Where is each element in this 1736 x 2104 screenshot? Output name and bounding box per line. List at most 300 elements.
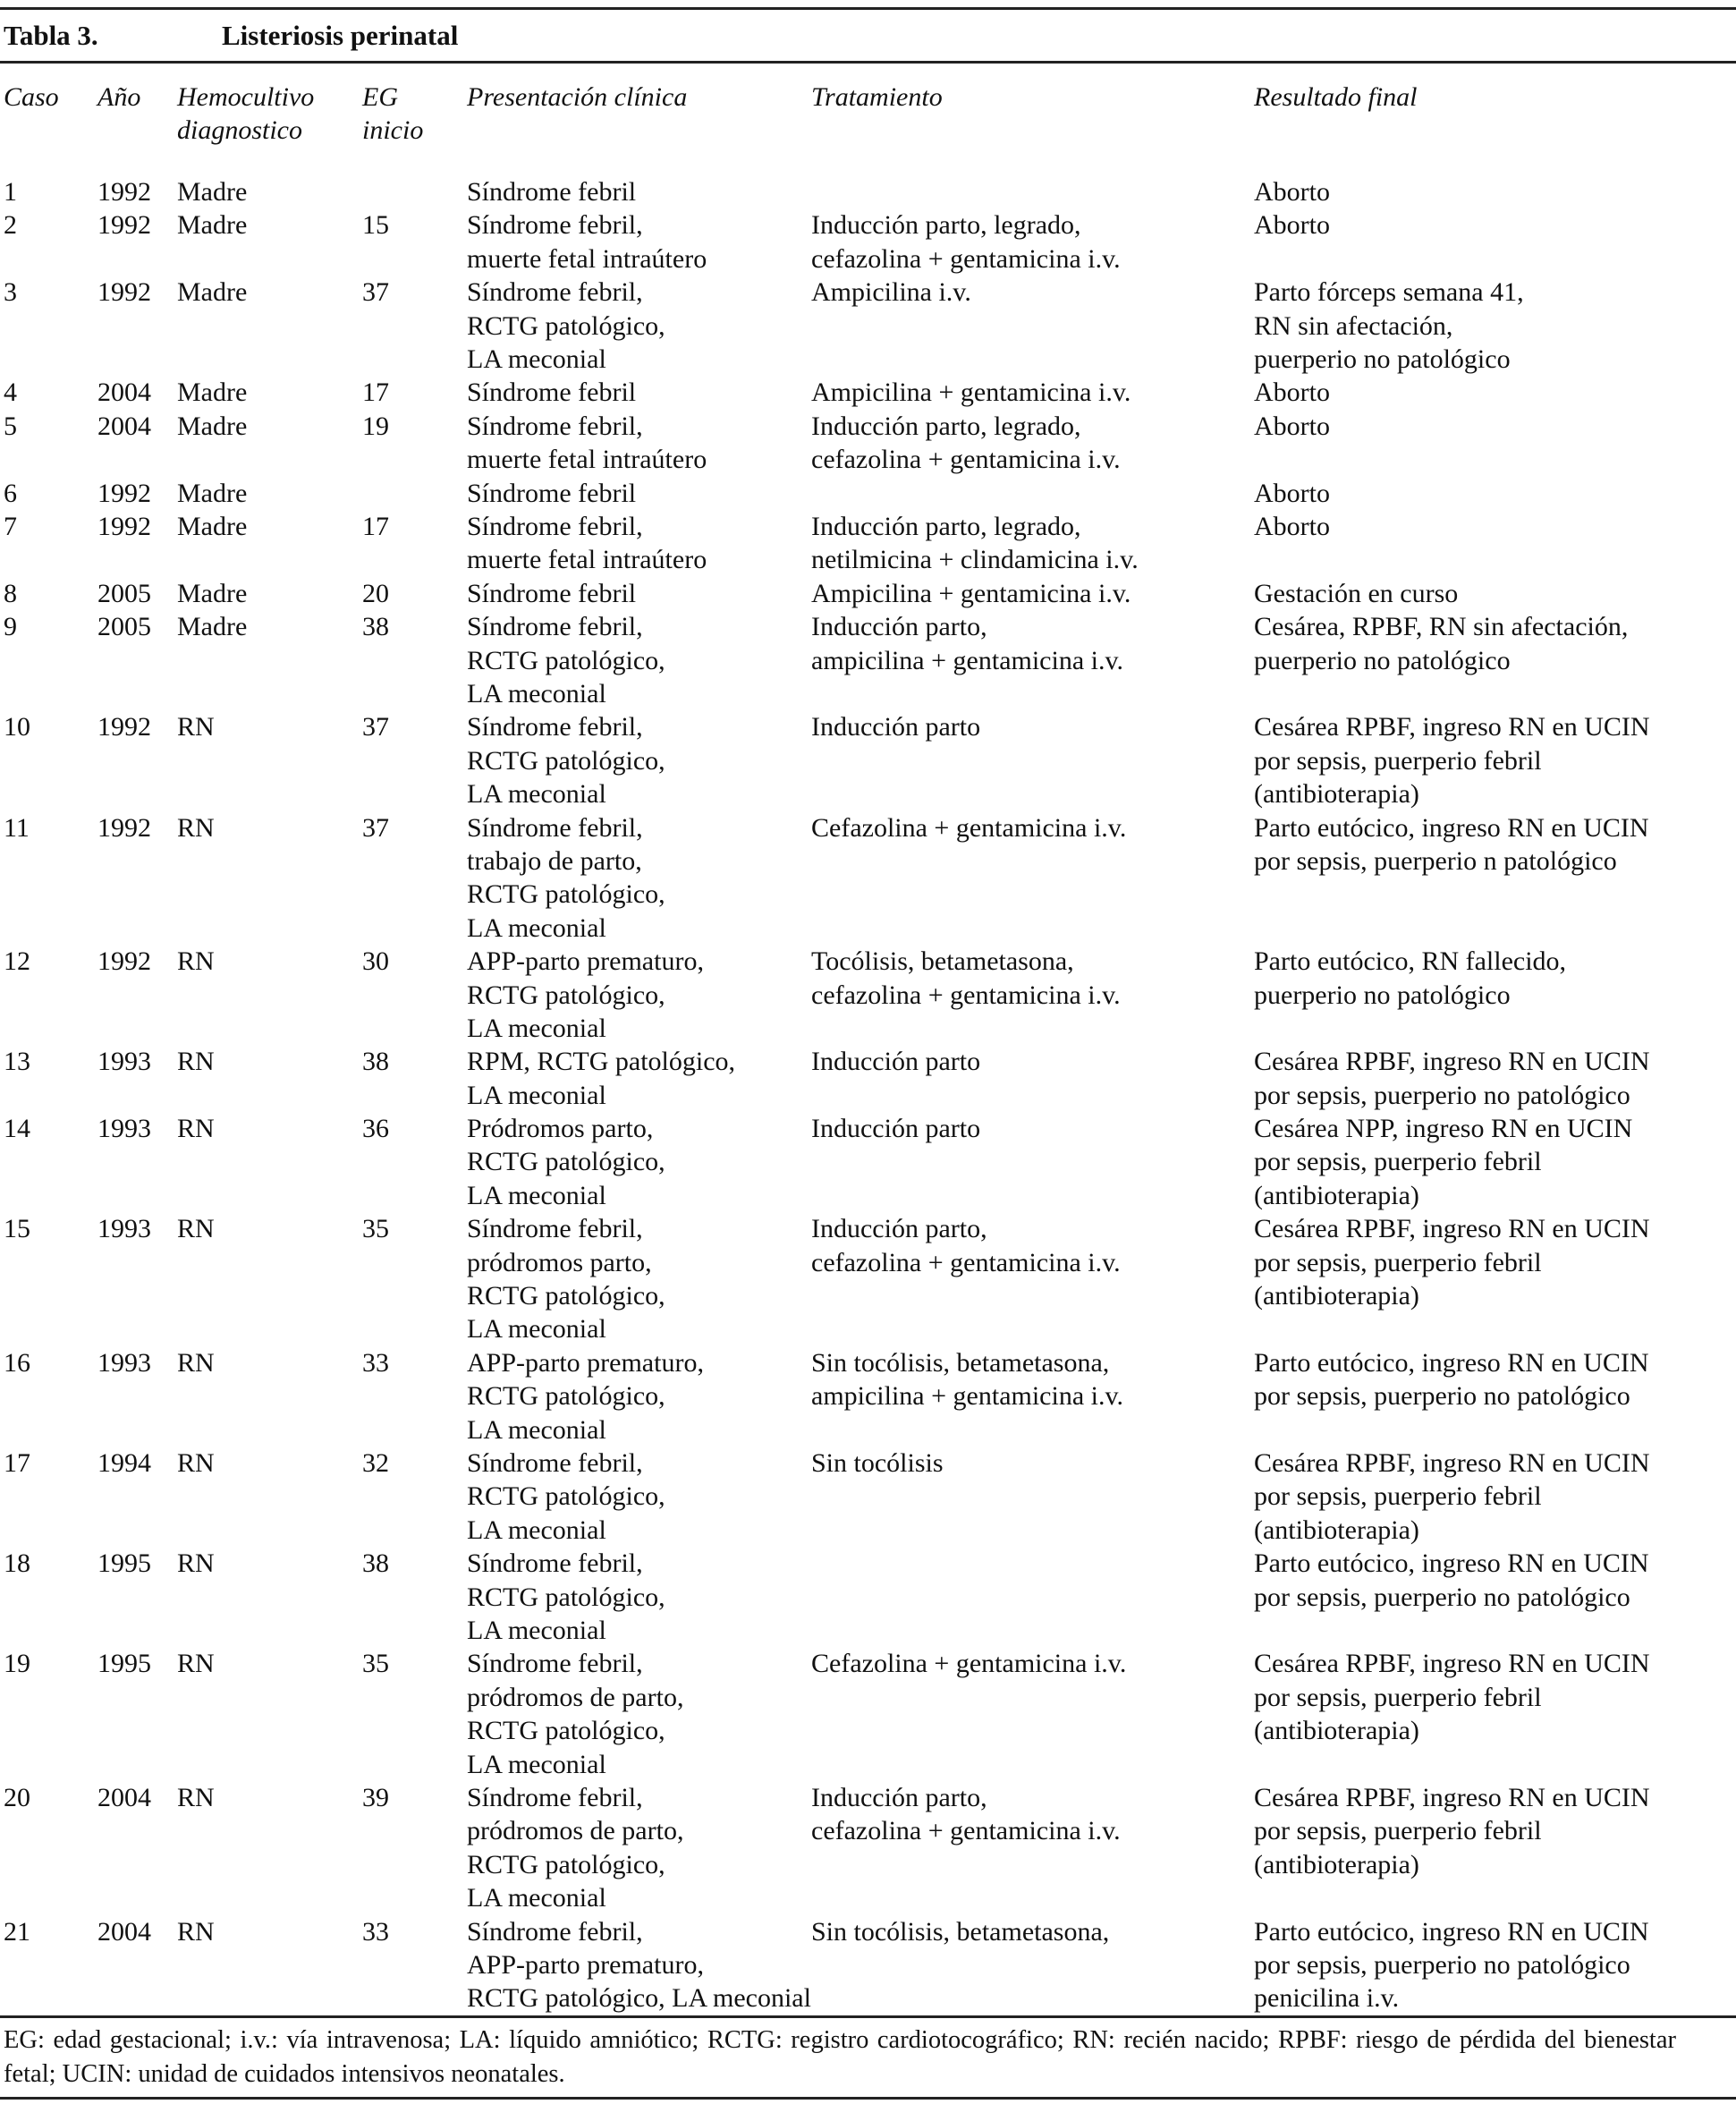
cell-resultado-line: penicilina i.v. [1254, 1983, 1400, 2014]
cell-anio: 2005 [97, 612, 151, 642]
cell-hemocultivo: RN [177, 1214, 215, 1244]
cell-resultado-line: por sepsis, puerperio no patológico [1254, 1381, 1630, 1412]
cell-resultado [1254, 610, 1628, 677]
table-top-rule [0, 7, 1736, 10]
cell-presentacion-line: RCTG patológico, LA meconial [467, 1983, 811, 2014]
cell-resultado-line: puerperio no patológico [1254, 980, 1511, 1010]
cell-tratamiento-line: Tocólisis, betametasona, [811, 946, 1074, 977]
cell-eg: 38 [362, 612, 389, 642]
cell-tratamiento [811, 410, 1121, 477]
cell-caso: 6 [4, 478, 17, 508]
cell-presentacion [467, 208, 707, 276]
cell-resultado-line: por sepsis, puerperio febril [1254, 1481, 1542, 1512]
cell-caso: 11 [4, 812, 30, 843]
cell-resultado [1254, 175, 1330, 208]
cell-hemocultivo: RN [177, 1448, 215, 1479]
cell-hemocultivo: RN [177, 1649, 215, 1679]
cell-eg: 39 [362, 1783, 389, 1813]
table-footnote: EG: edad gestacional; i.v.: vía intravenosa; LA: líquido amniótico; RCTG: registro cardiotocográfico; RN: recién nacido; RPBF: riesgo de pérdida del bienestar fetal; UCIN: unidad de cuidados intensivos neonatales. [4, 2026, 1676, 2088]
cell-resultado-line: Aborto [1254, 411, 1330, 441]
cell-presentacion-line: trabajo de parto, [467, 845, 642, 876]
cell-anio: 1993 [97, 1114, 151, 1144]
table-row [0, 175, 1736, 208]
table-row [0, 1346, 1736, 1446]
header-anio: Año [97, 82, 141, 112]
cell-resultado-line: por sepsis, puerperio no patológico [1254, 1950, 1630, 1981]
cell-resultado-line: por sepsis, puerperio febril [1254, 1147, 1542, 1177]
cell-tratamiento-line: Sin tocólisis [811, 1448, 944, 1479]
cell-presentacion-line: Síndrome febril, [467, 1649, 643, 1679]
cell-caso: 7 [4, 511, 17, 541]
cell-presentacion-line: RCTG patológico, [467, 879, 665, 910]
cell-hemocultivo: Madre [177, 511, 248, 541]
cell-anio: 2004 [97, 1783, 151, 1813]
cell-resultado-line: por sepsis, puerperio febril [1254, 1816, 1542, 1846]
cell-presentacion-line: pródromos parto, [467, 1247, 652, 1277]
cell-presentacion [467, 577, 636, 610]
cell-anio: 1992 [97, 277, 151, 308]
cell-tratamiento-line: Inducción parto, legrado, [811, 511, 1081, 541]
cell-presentacion [467, 811, 665, 946]
cell-presentacion-line: RCTG patológico, [467, 1716, 665, 1746]
table-footnote-rule [0, 2015, 1736, 2018]
cell-anio: 2005 [97, 578, 151, 608]
cell-resultado-line: por sepsis, puerperio n patológico [1254, 845, 1617, 876]
cell-tratamiento [811, 1112, 980, 1145]
cell-anio: 1993 [97, 1047, 151, 1077]
cell-presentacion [467, 376, 636, 409]
table-row [0, 276, 1736, 376]
cell-hemocultivo: RN [177, 1916, 215, 1947]
cell-presentacion-line: RCTG patológico, [467, 1281, 665, 1311]
cell-tratamiento-line: cefazolina + gentamicina i.v. [811, 445, 1121, 475]
cell-tratamiento [811, 376, 1131, 409]
cell-caso: 9 [4, 612, 17, 642]
cell-tratamiento-line: Inducción parto, legrado, [811, 210, 1081, 241]
cell-resultado [1254, 510, 1330, 543]
cell-caso: 18 [4, 1548, 30, 1579]
table-row [0, 1045, 1736, 1112]
cell-resultado-line: Aborto [1254, 511, 1330, 541]
table-row [0, 376, 1736, 409]
cell-presentacion-line: Síndrome febril [467, 578, 637, 608]
table-row [0, 811, 1736, 946]
cell-resultado [1254, 1112, 1632, 1212]
cell-tratamiento-line: Inducción parto, [811, 612, 987, 642]
cell-hemocultivo: Madre [177, 411, 248, 441]
cell-presentacion-line: LA meconial [467, 1414, 606, 1445]
cell-anio: 1992 [97, 177, 151, 207]
cell-tratamiento-line: Inducción parto [811, 712, 981, 742]
table-bottom-rule [0, 2097, 1736, 2100]
cell-tratamiento [811, 577, 1131, 610]
table-row [0, 710, 1736, 810]
cell-eg: 30 [362, 946, 389, 977]
cell-resultado [1254, 1547, 1649, 1614]
cell-caso: 10 [4, 712, 30, 742]
cell-presentacion-line: RCTG patológico, [467, 310, 665, 341]
cell-tratamiento-line: netilmicina + clindamicina i.v. [811, 545, 1139, 575]
cell-presentacion-line: Síndrome febril, [467, 277, 643, 308]
cell-eg: 19 [362, 411, 389, 441]
cell-resultado-line: Cesárea NPP, ingreso RN en UCIN [1254, 1114, 1633, 1144]
cell-tratamiento [811, 610, 1123, 677]
cell-caso: 13 [4, 1047, 30, 1077]
cell-anio: 1995 [97, 1649, 151, 1679]
cell-hemocultivo: RN [177, 812, 215, 843]
cell-presentacion-line: pródromos de parto, [467, 1816, 684, 1846]
cell-presentacion [467, 1915, 811, 2015]
cell-resultado-line: Cesárea RPBF, ingreso RN en UCIN [1254, 1649, 1650, 1679]
cell-anio: 1992 [97, 478, 151, 508]
cell-resultado [1254, 208, 1330, 242]
cell-resultado-line: Cesárea RPBF, ingreso RN en UCIN [1254, 1448, 1650, 1479]
cell-resultado-line: Cesárea RPBF, ingreso RN en UCIN [1254, 1047, 1650, 1077]
cell-presentacion-line: Síndrome febril [467, 378, 637, 408]
cell-presentacion-line: LA meconial [467, 1749, 606, 1779]
cell-tratamiento-line: ampicilina + gentamicina i.v. [811, 1381, 1124, 1412]
cell-presentacion [467, 510, 707, 577]
cell-anio: 1993 [97, 1214, 151, 1244]
cell-resultado [1254, 1346, 1649, 1413]
cell-eg: 38 [362, 1548, 389, 1579]
cell-hemocultivo: RN [177, 1783, 215, 1813]
header-caso: Caso [4, 82, 59, 112]
cell-eg: 36 [362, 1114, 389, 1144]
cell-tratamiento-line: ampicilina + gentamicina i.v. [811, 645, 1124, 675]
cell-presentacion-line: pródromos de parto, [467, 1682, 684, 1712]
table-row [0, 410, 1736, 477]
cell-presentacion-line: RCTG patológico, [467, 1381, 665, 1412]
table-row [0, 208, 1736, 276]
cell-caso: 19 [4, 1649, 30, 1679]
cell-anio: 1994 [97, 1448, 151, 1479]
cell-resultado-line: Parto eutócico, ingreso RN en UCIN [1254, 1347, 1649, 1378]
cell-resultado [1254, 1915, 1649, 2015]
cell-eg: 35 [362, 1214, 389, 1244]
cell-hemocultivo: Madre [177, 177, 248, 207]
cell-resultado [1254, 1781, 1650, 1881]
cell-tratamiento [811, 1346, 1123, 1413]
cell-caso: 8 [4, 578, 17, 608]
cell-tratamiento-line: Sin tocólisis, betametasona, [811, 1347, 1110, 1378]
cell-presentacion-line: LA meconial [467, 1013, 606, 1043]
cell-presentacion-line: Síndrome febril [467, 478, 637, 508]
table-row [0, 1647, 1736, 1781]
cell-resultado-line: Aborto [1254, 177, 1330, 207]
cell-presentacion [467, 710, 665, 810]
cell-presentacion-line: muerte fetal intraútero [467, 545, 707, 575]
cell-anio: 1992 [97, 946, 151, 977]
cell-caso: 2 [4, 210, 17, 241]
table-row [0, 610, 1736, 710]
cell-presentacion-line: RCTG patológico, [467, 1481, 665, 1512]
cell-presentacion-line: RCTG patológico, [467, 645, 665, 675]
cell-presentacion-line: LA meconial [467, 1314, 606, 1345]
cell-presentacion-line: Síndrome febril, [467, 1448, 643, 1479]
cell-tratamiento [811, 1446, 944, 1480]
cell-resultado-line: (antibioterapia) [1254, 1514, 1419, 1545]
cell-presentacion [467, 1547, 665, 1647]
cell-presentacion-line: RCTG patológico, [467, 1147, 665, 1177]
cell-anio: 2004 [97, 378, 151, 408]
cell-resultado [1254, 1212, 1650, 1312]
cell-presentacion [467, 410, 707, 477]
cell-presentacion [467, 1045, 735, 1112]
cell-resultado-line: puerperio no patológico [1254, 344, 1511, 374]
cell-caso: 4 [4, 378, 17, 408]
cell-resultado-line: Cesárea, RPBF, RN sin afectación, [1254, 612, 1629, 642]
table-row [0, 1781, 1736, 1915]
cell-presentacion-line: Síndrome febril, [467, 1214, 643, 1244]
cell-presentacion-line: RPM, RCTG patológico, [467, 1047, 736, 1077]
cell-tratamiento [811, 1647, 1126, 1680]
cell-tratamiento [811, 510, 1139, 577]
cell-resultado-line: por sepsis, puerperio no patológico [1254, 1080, 1630, 1110]
cell-presentacion [467, 1446, 665, 1547]
cell-tratamiento [811, 1915, 1109, 1948]
cell-presentacion-line: LA meconial [467, 912, 606, 943]
cell-tratamiento-line: Inducción parto, [811, 1214, 987, 1244]
cell-resultado-line: por sepsis, puerperio no patológico [1254, 1582, 1630, 1612]
cell-presentacion-line: RCTG patológico, [467, 980, 665, 1010]
table-title: Listeriosis perinatal [222, 20, 459, 51]
cell-hemocultivo: Madre [177, 478, 248, 508]
cell-hemocultivo: RN [177, 712, 215, 742]
cell-presentacion [467, 1647, 683, 1781]
cell-resultado-line: Cesárea RPBF, ingreso RN en UCIN [1254, 712, 1650, 742]
cell-presentacion-line: Síndrome febril, [467, 612, 643, 642]
cell-caso: 3 [4, 277, 17, 308]
header-eg-inicio: EG inicio [362, 82, 424, 146]
cell-presentacion-line: APP-parto prematuro, [467, 1950, 704, 1981]
table-body [0, 175, 1736, 2015]
cell-presentacion [467, 1781, 683, 1915]
cell-presentacion [467, 477, 636, 510]
cell-presentacion [467, 945, 704, 1045]
cell-resultado [1254, 410, 1330, 443]
cell-eg: 32 [362, 1448, 389, 1479]
cell-resultado-line: Parto eutócico, RN fallecido, [1254, 946, 1567, 977]
cell-eg: 17 [362, 378, 389, 408]
cell-presentacion [467, 1112, 665, 1212]
cell-presentacion-line: LA meconial [467, 1080, 606, 1110]
cell-caso: 16 [4, 1347, 30, 1378]
cell-eg: 37 [362, 277, 389, 308]
header-resultado: Resultado final [1254, 82, 1418, 112]
cell-caso: 21 [4, 1916, 30, 1947]
header-presentacion: Presentación clínica [467, 82, 688, 112]
cell-resultado-line: Aborto [1254, 210, 1330, 241]
cell-eg: 35 [362, 1649, 389, 1679]
cell-tratamiento-line: Inducción parto, [811, 1783, 987, 1813]
cell-presentacion-line: LA meconial [467, 1883, 606, 1913]
cell-tratamiento-line: Ampicilina + gentamicina i.v. [811, 378, 1131, 408]
cell-tratamiento-line: cefazolina + gentamicina i.v. [811, 243, 1121, 274]
cell-presentacion [467, 175, 636, 208]
cell-presentacion-line: Síndrome febril, [467, 210, 643, 241]
cell-presentacion-line: muerte fetal intraútero [467, 243, 707, 274]
cell-tratamiento-line: cefazolina + gentamicina i.v. [811, 1247, 1121, 1277]
cell-eg: 20 [362, 578, 389, 608]
header-tratamiento: Tratamiento [811, 82, 943, 112]
cell-tratamiento-line: Ampicilina i.v. [811, 277, 971, 308]
cell-resultado-line: Parto eutócico, ingreso RN en UCIN [1254, 1916, 1649, 1947]
table-label: Tabla 3. [4, 20, 98, 51]
cell-resultado-line: Gestación en curso [1254, 578, 1459, 608]
cell-resultado [1254, 945, 1566, 1012]
cell-resultado [1254, 477, 1330, 510]
cell-presentacion [467, 610, 665, 710]
cell-hemocultivo: Madre [177, 578, 248, 608]
cell-eg: 17 [362, 511, 389, 541]
cell-eg: 37 [362, 712, 389, 742]
cell-presentacion-line: LA meconial [467, 1514, 606, 1545]
cell-presentacion-line: LA meconial [467, 344, 606, 374]
cell-caso: 15 [4, 1214, 30, 1244]
cell-caso: 12 [4, 946, 30, 977]
cell-eg: 33 [362, 1347, 389, 1378]
cell-anio: 2004 [97, 1916, 151, 1947]
cell-resultado-line: por sepsis, puerperio febril [1254, 1682, 1542, 1712]
cell-presentacion-line: RCTG patológico, [467, 745, 665, 776]
cell-presentacion-line: RCTG patológico, [467, 1582, 665, 1612]
cell-resultado-line: (antibioterapia) [1254, 1849, 1419, 1879]
cell-resultado-line: Aborto [1254, 378, 1330, 408]
cell-caso: 14 [4, 1114, 30, 1144]
table-row [0, 1915, 1736, 2015]
cell-caso: 17 [4, 1448, 30, 1479]
cell-caso: 20 [4, 1783, 30, 1813]
cell-presentacion [467, 1346, 704, 1446]
cell-resultado [1254, 710, 1650, 810]
cell-hemocultivo: RN [177, 946, 215, 977]
cell-eg: 33 [362, 1916, 389, 1947]
cell-presentacion-line: LA meconial [467, 1616, 606, 1646]
cell-hemocultivo: RN [177, 1114, 215, 1144]
table-row [0, 1547, 1736, 1647]
cell-resultado-line: RN sin afectación, [1254, 310, 1453, 341]
cell-resultado [1254, 1647, 1650, 1747]
cell-presentacion-line: Pródromos parto, [467, 1114, 654, 1144]
cell-presentacion-line: Síndrome febril, [467, 1783, 643, 1813]
cell-eg: 38 [362, 1047, 389, 1077]
cell-tratamiento [811, 208, 1121, 276]
cell-hemocultivo: Madre [177, 612, 248, 642]
table-caption-rule [0, 61, 1736, 64]
cell-hemocultivo: Madre [177, 210, 248, 241]
cell-resultado-line: Aborto [1254, 478, 1330, 508]
cell-resultado [1254, 577, 1458, 610]
cell-tratamiento [811, 811, 1126, 844]
cell-anio: 1992 [97, 812, 151, 843]
cell-presentacion-line: Síndrome febril, [467, 411, 643, 441]
cell-resultado-line: Cesárea RPBF, ingreso RN en UCIN [1254, 1214, 1650, 1244]
table-row [0, 510, 1736, 577]
cell-presentacion-line: LA meconial [467, 1180, 606, 1210]
cell-tratamiento-line: Cefazolina + gentamicina i.v. [811, 812, 1127, 843]
cell-tratamiento [811, 945, 1121, 1012]
cell-resultado [1254, 1446, 1650, 1547]
cell-tratamiento-line: Inducción parto [811, 1047, 981, 1077]
cell-presentacion [467, 276, 665, 376]
cell-resultado-line: (antibioterapia) [1254, 1281, 1419, 1311]
cell-resultado-line: puerperio no patológico [1254, 645, 1511, 675]
table-row [0, 1212, 1736, 1346]
cell-tratamiento-line: Sin tocólisis, betametasona, [811, 1916, 1110, 1947]
cell-tratamiento-line: Inducción parto [811, 1114, 981, 1144]
cell-resultado [1254, 376, 1330, 409]
cell-anio: 2004 [97, 411, 151, 441]
cell-anio: 1992 [97, 210, 151, 241]
cell-tratamiento-line: Cefazolina + gentamicina i.v. [811, 1649, 1127, 1679]
cell-tratamiento-line: cefazolina + gentamicina i.v. [811, 1816, 1121, 1846]
table-row [0, 577, 1736, 610]
cell-presentacion-line: Síndrome febril, [467, 1548, 643, 1579]
header-hemocultivo: Hemocultivo diagnostico [177, 82, 315, 146]
cell-tratamiento [811, 710, 980, 743]
table-row [0, 945, 1736, 1045]
table-row [0, 1112, 1736, 1212]
cell-resultado [1254, 811, 1649, 878]
cell-presentacion-line: APP-parto prematuro, [467, 1347, 704, 1378]
cell-resultado-line: por sepsis, puerperio febril [1254, 745, 1542, 776]
cell-tratamiento-line: Ampicilina + gentamicina i.v. [811, 578, 1131, 608]
cell-resultado-line: Parto eutócico, ingreso RN en UCIN [1254, 812, 1649, 843]
cell-hemocultivo: RN [177, 1047, 215, 1077]
cell-presentacion-line: muerte fetal intraútero [467, 445, 707, 475]
cell-tratamiento [811, 276, 971, 309]
cell-hemocultivo: RN [177, 1548, 215, 1579]
cell-resultado-line: (antibioterapia) [1254, 779, 1419, 810]
cell-presentacion-line: Síndrome febril, [467, 812, 643, 843]
cell-caso: 1 [4, 177, 17, 207]
cell-tratamiento [811, 1045, 980, 1078]
cell-anio: 1992 [97, 511, 151, 541]
cell-presentacion-line: Síndrome febril, [467, 511, 643, 541]
cell-resultado-line: Cesárea RPBF, ingreso RN en UCIN [1254, 1783, 1650, 1813]
cell-resultado-line: por sepsis, puerperio febril [1254, 1247, 1542, 1277]
cell-resultado-line: (antibioterapia) [1254, 1716, 1419, 1746]
cell-tratamiento-line: cefazolina + gentamicina i.v. [811, 980, 1121, 1010]
cell-anio: 1993 [97, 1347, 151, 1378]
cell-hemocultivo: RN [177, 1347, 215, 1378]
cell-hemocultivo: Madre [177, 277, 248, 308]
table-row [0, 477, 1736, 510]
cell-presentacion-line: Síndrome febril [467, 177, 637, 207]
cell-resultado [1254, 1045, 1650, 1112]
cell-eg: 15 [362, 210, 389, 241]
cell-presentacion-line: Síndrome febril, [467, 712, 643, 742]
cell-presentacion [467, 1212, 665, 1346]
cell-presentacion-line: APP-parto prematuro, [467, 946, 704, 977]
cell-resultado-line: Parto eutócico, ingreso RN en UCIN [1254, 1548, 1649, 1579]
cell-resultado-line: (antibioterapia) [1254, 1180, 1419, 1210]
cell-resultado-line: Parto fórceps semana 41, [1254, 277, 1524, 308]
cell-hemocultivo: Madre [177, 378, 248, 408]
table-row [0, 1446, 1736, 1547]
cell-caso: 5 [4, 411, 17, 441]
cell-presentacion-line: Síndrome febril, [467, 1916, 643, 1947]
cell-presentacion-line: LA meconial [467, 779, 606, 810]
cell-anio: 1992 [97, 712, 151, 742]
cell-presentacion-line: LA meconial [467, 678, 606, 708]
cell-tratamiento-line: Inducción parto, legrado, [811, 411, 1081, 441]
cell-tratamiento [811, 1781, 1121, 1848]
cell-anio: 1995 [97, 1548, 151, 1579]
cell-eg: 37 [362, 812, 389, 843]
cell-resultado [1254, 276, 1524, 376]
